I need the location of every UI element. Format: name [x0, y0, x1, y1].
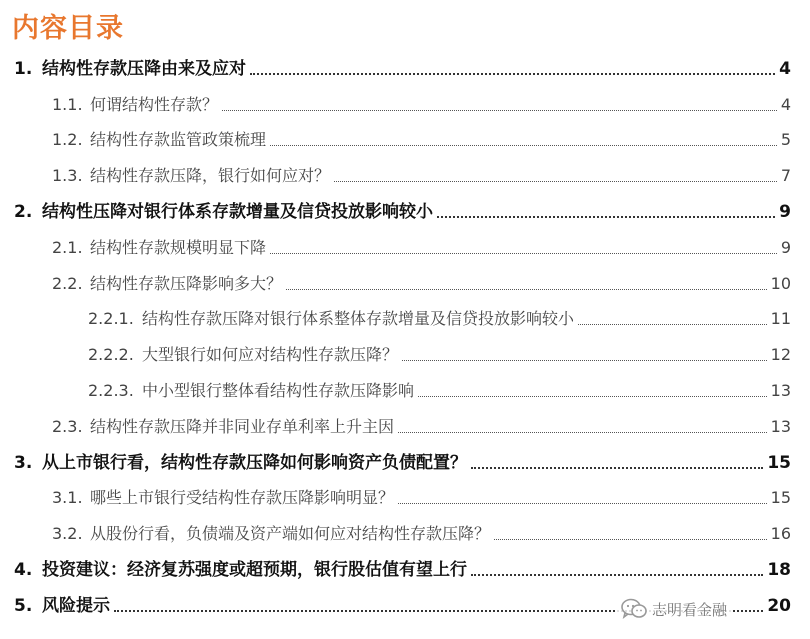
toc-title: 内容目录	[12, 13, 124, 44]
toc-entry-page: 9	[780, 238, 791, 257]
dot-leader	[471, 574, 763, 576]
dot-leader	[471, 467, 763, 469]
toc-entry-4[interactable]	[14, 557, 791, 583]
toc-entry-text: 结构性存款压降并非同业存单利率上升主因	[90, 417, 395, 436]
toc-entry-page: 7	[780, 166, 791, 185]
toc-entry-page: 4	[779, 59, 791, 79]
dot-leader	[398, 503, 767, 504]
toc-entry-number: 3.	[14, 453, 33, 473]
toc-entry-text: 结构性存款规模明显下降	[90, 238, 267, 257]
toc-entry-page: 15	[770, 488, 791, 507]
dot-leader	[402, 360, 767, 361]
toc-entry-number: 4.	[14, 560, 33, 580]
toc-entry-text: 投资建议：经济复苏强度或超预期，银行股估值有望上行	[42, 560, 467, 580]
toc-entry-number: 1.1.	[52, 95, 83, 114]
wechat-icon	[620, 598, 648, 620]
toc-entry-number: 2.2.1.	[88, 309, 134, 328]
toc-entry-page: 11	[770, 309, 791, 328]
toc-entry-3-1[interactable]	[52, 485, 791, 511]
dot-leader	[437, 216, 775, 218]
toc-entry-text: 结构性存款监管政策梳理	[90, 130, 267, 149]
toc-entry-number: 1.	[14, 59, 33, 79]
toc-entry-text: 结构性存款压降影响多大？	[90, 274, 283, 293]
toc-entry-number: 2.2.3.	[88, 381, 134, 400]
dot-leader	[270, 253, 777, 254]
toc-entry-2-2-2[interactable]	[88, 342, 791, 368]
toc-entry-number: 2.	[14, 202, 33, 222]
dot-leader	[222, 110, 777, 111]
dot-leader	[398, 432, 767, 433]
toc-entry-number: 3.2.	[52, 524, 83, 543]
dot-leader	[418, 396, 767, 397]
toc-entry-text: 中小型银行整体看结构性存款压降影响	[142, 381, 415, 400]
toc-entry-1-2[interactable]	[52, 127, 791, 153]
toc-entry-page: 20	[767, 596, 791, 616]
toc-entry-1[interactable]	[14, 56, 791, 82]
dot-leader	[286, 289, 767, 290]
toc-entry-page: 13	[770, 381, 791, 400]
toc-entry-page: 13	[770, 417, 791, 436]
toc-entry-text: 结构性存款压降，银行如何应对？	[90, 166, 331, 185]
toc-entry-text: 结构性压降对银行体系存款增量及信贷投放影响较小	[42, 202, 433, 222]
toc-entry-1-1[interactable]	[52, 92, 791, 118]
dot-leader	[494, 539, 767, 540]
toc-entry-page: 10	[770, 274, 791, 293]
toc-entry-text: 结构性存款压降对银行体系整体存款增量及信贷投放影响较小	[142, 309, 575, 328]
toc-entry-text: 风险提示	[42, 596, 110, 616]
toc-entry-1-3[interactable]	[52, 163, 791, 189]
toc-entry-page: 9	[779, 202, 791, 222]
dot-leader	[270, 145, 777, 146]
toc-entry-text: 哪些上市银行受结构性存款压降影响明显？	[90, 488, 395, 507]
toc-entry-text: 从股份行看，负债端及资产端如何应对结构性存款压降？	[90, 524, 491, 543]
toc-entry-text: 结构性存款压降由来及应对	[42, 59, 246, 79]
toc-entry-number: 1.3.	[52, 166, 83, 185]
toc-entry-page: 18	[767, 560, 791, 580]
toc-entry-2-3[interactable]	[52, 414, 791, 440]
toc-entry-page: 15	[767, 453, 791, 473]
toc-entry-2-2-3[interactable]	[88, 378, 791, 404]
toc-entry-text: 何谓结构性存款？	[90, 95, 219, 114]
toc-entry-page: 5	[780, 130, 791, 149]
toc-entry-number: 2.3.	[52, 417, 83, 436]
toc-entry-text: 从上市银行看，结构性存款压降如何影响资产负债配置？	[42, 453, 467, 473]
toc-entry-number: 5.	[14, 596, 33, 616]
toc-entry-2[interactable]	[14, 199, 791, 225]
toc-entry-3-2[interactable]	[52, 521, 791, 547]
dot-leader	[250, 73, 775, 75]
toc-entry-3[interactable]	[14, 450, 791, 476]
toc-entry-page: 12	[770, 345, 791, 364]
toc-entry-page: 16	[770, 524, 791, 543]
toc-entry-2-2-1[interactable]	[88, 306, 791, 332]
toc-entry-number: 2.1.	[52, 238, 83, 257]
toc-entry-2-1[interactable]	[52, 235, 791, 261]
toc-entry-2-2[interactable]	[52, 271, 791, 297]
dot-leader	[578, 324, 767, 325]
watermark-text: 志明看金融	[652, 600, 728, 619]
dot-leader	[334, 181, 777, 182]
watermark	[616, 596, 731, 622]
toc-entry-text: 大型银行如何应对结构性存款压降？	[142, 345, 399, 364]
toc-entry-number: 3.1.	[52, 488, 83, 507]
toc-entry-number: 2.2.2.	[88, 345, 134, 364]
toc-entry-number: 2.2.	[52, 274, 83, 293]
toc-entry-page: 4	[780, 95, 791, 114]
toc-entry-number: 1.2.	[52, 130, 83, 149]
